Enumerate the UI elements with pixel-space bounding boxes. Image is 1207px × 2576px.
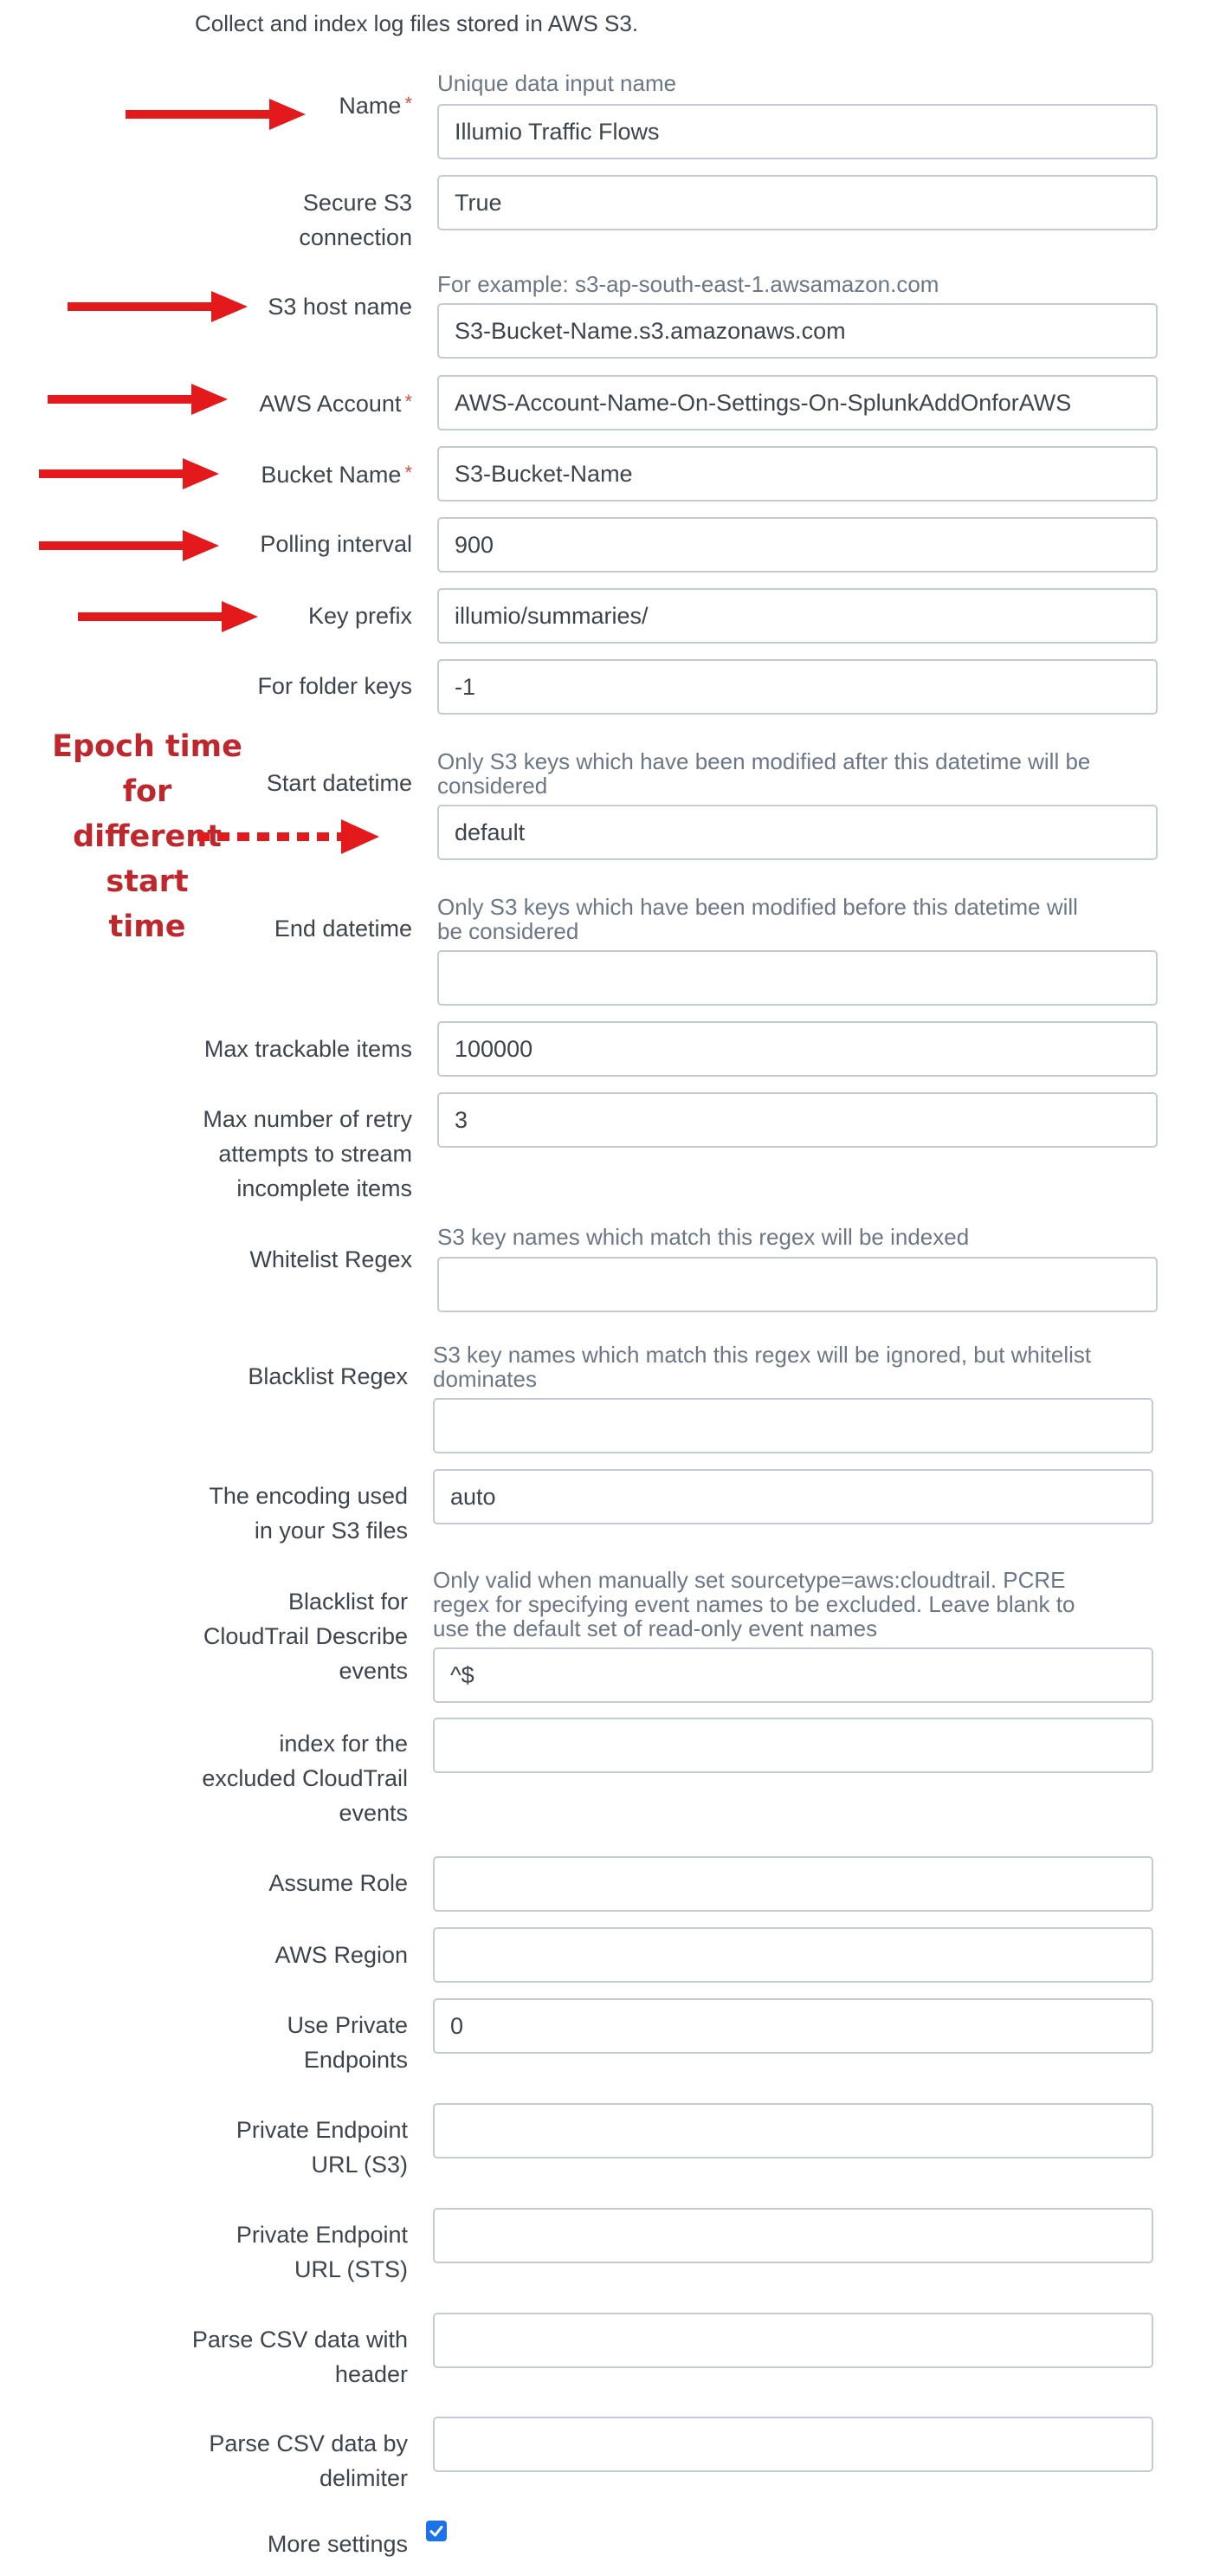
cloudtrail-blacklist-input[interactable] (433, 1647, 1153, 1703)
blacklist-label: Blacklist Regex (248, 1363, 408, 1389)
bucket-name-label: Bucket Name * (261, 462, 412, 488)
cloudtrail-blacklist-help: Only valid when manually set sourcetype=aws:cloudtrail. PCRE regex for specifying event names to be excluded. Leave blank to use the default set of read-only event names (433, 1567, 1075, 1641)
aws-account-label: AWS Account * (259, 391, 412, 417)
start-datetime-help: Only S3 keys which have been modified after this datetime will be considered (437, 748, 1091, 799)
csv-header-label: Parse CSV data with header (191, 2327, 408, 2387)
arrow-icon (78, 599, 260, 634)
more-settings-label: More settings (267, 2531, 408, 2557)
aws-region-label: AWS Region (274, 1942, 408, 1968)
whitelist-input[interactable] (437, 1257, 1158, 1312)
end-datetime-help: Only S3 keys which have been modified before this datetime will be considered (437, 894, 1078, 944)
private-endpoints-label: Use Private Endpoints (287, 2012, 408, 2073)
assume-role-label: Assume Role (268, 1870, 408, 1896)
name-input[interactable] (437, 104, 1158, 159)
required-marker: * (404, 391, 412, 412)
private-s3-label: Private Endpoint URL (S3) (236, 2117, 408, 2178)
s3-host-label: S3 host name (268, 294, 412, 320)
more-settings-checkbox[interactable] (426, 2521, 447, 2541)
whitelist-help: S3 key names which match this regex will be indexed (437, 1224, 970, 1250)
required-marker: * (404, 93, 412, 114)
start-datetime-input[interactable] (437, 805, 1158, 860)
cloudtrail-index-input[interactable] (433, 1718, 1153, 1773)
folder-keys-input[interactable] (437, 659, 1158, 715)
private-endpoints-input[interactable] (433, 1998, 1153, 2054)
max-trackable-label: Max trackable items (203, 1036, 412, 1062)
arrow-icon (68, 289, 249, 324)
assume-role-input[interactable] (433, 1856, 1153, 1912)
arrow-icon (126, 97, 307, 132)
required-marker: * (404, 462, 412, 483)
polling-interval-input[interactable] (437, 517, 1158, 573)
secure-s3-label: Secure S3 connection (299, 190, 412, 250)
csv-header-input[interactable] (433, 2313, 1153, 2368)
encoding-label: The encoding used in your S3 files (209, 1483, 408, 1544)
blacklist-help: S3 key names which match this regex will be ignored, but whitelist dominates (433, 1342, 1092, 1392)
private-sts-input[interactable] (433, 2208, 1153, 2263)
key-prefix-label: Key prefix (307, 603, 412, 629)
whitelist-label: Whitelist Regex (249, 1246, 412, 1272)
folder-keys-label: For folder keys (257, 673, 412, 699)
end-datetime-input[interactable] (437, 950, 1158, 1006)
cloudtrail-index-label: index for the excluded CloudTrail events (202, 1731, 408, 1826)
end-datetime-label: End datetime (274, 916, 412, 942)
check-icon (428, 2522, 445, 2540)
secure-s3-input[interactable] (437, 175, 1158, 230)
aws-account-input[interactable] (437, 375, 1158, 430)
name-help: Unique data input name (437, 70, 677, 96)
max-retry-label: Max number of retry attempts to stream incomplete items (203, 1106, 412, 1201)
encoding-input[interactable] (433, 1469, 1153, 1524)
aws-region-input[interactable] (433, 1927, 1153, 1983)
epoch-annotation: Epoch time for different start time (52, 729, 242, 944)
private-sts-label: Private Endpoint URL (STS) (236, 2222, 408, 2282)
cloudtrail-blacklist-label: Blacklist for CloudTrail Describe events (203, 1589, 408, 1684)
max-trackable-input[interactable] (437, 1021, 1158, 1077)
intro-text: Collect and index log files stored in AWS S3. (195, 10, 639, 36)
private-s3-input[interactable] (433, 2103, 1153, 2159)
key-prefix-input[interactable] (437, 588, 1158, 644)
arrow-icon (48, 382, 229, 417)
arrow-icon (39, 528, 221, 563)
dotted-arrow-icon (197, 818, 381, 856)
arrow-icon (39, 456, 221, 491)
csv-delimiter-input[interactable] (433, 2417, 1153, 2472)
blacklist-input[interactable] (433, 1398, 1153, 1453)
bucket-name-input[interactable] (437, 446, 1158, 502)
csv-delimiter-label: Parse CSV data by delimiter (209, 2430, 408, 2491)
name-label: Name * (339, 93, 412, 119)
polling-interval-label: Polling interval (260, 531, 412, 557)
s3-host-help: For example: s3-ap-south-east-1.awsamazon.com (437, 271, 939, 297)
s3-host-input[interactable] (437, 303, 1158, 359)
max-retry-input[interactable] (437, 1092, 1158, 1148)
start-datetime-label: Start datetime (266, 770, 412, 796)
